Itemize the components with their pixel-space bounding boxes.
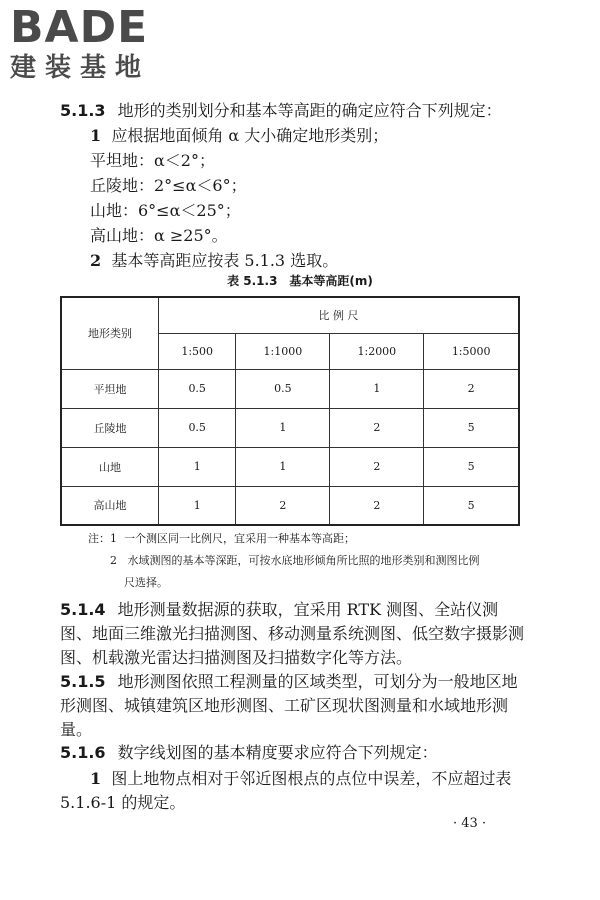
contour-interval-table: [60, 296, 520, 526]
item-text: 应根据地面倾角 α 大小确定地形类别；: [111, 126, 389, 145]
note-text: 水域测图的基本等深距，可按水底地形倾角所比照的地形类别和测图比例: [127, 554, 480, 567]
cell-value: 1: [159, 447, 236, 486]
terrain-mountain-definition: 山地：6°≤α＜25°；: [90, 201, 241, 220]
table-row: [61, 369, 519, 408]
cell-value: 5: [424, 447, 519, 486]
section-number: 5.1.5: [60, 672, 106, 691]
section-text: 地形测量数据源的获取，宜采用 RTK 测图、全站仪测图、地面三维激光扫描测图、移动测量系统测图、低空数字摄影测图、机载激光雷达扫描测图及扫描数字化等方法。: [60, 600, 525, 667]
row-terrain: 高山地: [61, 486, 159, 525]
section-heading-text: 地形的类别划分和基本等高距的确定应符合下列规定：: [117, 101, 502, 120]
item-2: [90, 250, 338, 272]
item-1: [90, 125, 388, 147]
row-terrain: 山地: [61, 447, 159, 486]
section-5-1-4: [60, 598, 530, 670]
note-number: 2: [110, 554, 117, 567]
logo-tagline: 建装基地: [10, 53, 151, 83]
terrain-flat-definition: 平坦地：α＜2°；: [90, 151, 215, 170]
table-caption: 表 5.1.3 基本等高距(m): [227, 274, 373, 288]
item-number: 1: [90, 769, 102, 788]
page-number: · 43 ·: [453, 816, 487, 831]
note-number: 1: [110, 532, 117, 545]
cell-value: 0.5: [159, 369, 236, 408]
cell-value: 1: [236, 447, 330, 486]
cell-value: 2: [424, 369, 519, 408]
header-scale-500: 1:500: [159, 333, 236, 369]
item-number: 2: [90, 251, 102, 270]
item-number: 1: [90, 126, 102, 145]
table-row: [61, 486, 519, 525]
note-label: 注：: [88, 532, 110, 545]
cell-value: 2: [330, 486, 424, 525]
item-1-continued: 5.1.6-1 的规定。: [60, 793, 186, 812]
cell-value: 1: [236, 408, 330, 447]
cell-value: 2: [330, 447, 424, 486]
section-heading-text: 数字线划图的基本精度要求应符合下列规定：: [117, 743, 438, 762]
header-terrain-type: 地形类别: [61, 297, 159, 369]
terrain-hill-definition: 丘陵地：2°≤α＜6°；: [90, 176, 247, 195]
section-number: 5.1.3: [60, 101, 106, 120]
table-row: [61, 408, 519, 447]
cell-value: 0.5: [236, 369, 330, 408]
item-1: [90, 768, 511, 790]
logo: [10, 4, 180, 84]
terrain-high-mountain-definition: 高山地：α ≥25°。: [90, 226, 228, 245]
note-1: [88, 530, 355, 548]
note-2: [110, 552, 480, 570]
table-row: [61, 447, 519, 486]
cell-value: 2: [330, 408, 424, 447]
item-text: 图上地物点相对于邻近图根点的点位中误差，不应超过表: [111, 769, 512, 788]
row-terrain: 平坦地: [61, 369, 159, 408]
table-header-row: [61, 297, 519, 333]
section-number: 5.1.6: [60, 743, 106, 762]
note-2-continued: 尺选择。: [124, 576, 168, 589]
cell-value: 5: [424, 486, 519, 525]
section-5-1-6-heading: [60, 742, 438, 764]
section-5-1-3-heading: [60, 100, 502, 122]
cell-value: 1: [330, 369, 424, 408]
cell-value: 0.5: [159, 408, 236, 447]
logo-brand: BADE: [10, 2, 149, 53]
cell-value: 1: [159, 486, 236, 525]
cell-value: 2: [236, 486, 330, 525]
section-5-1-5: [60, 670, 530, 742]
note-text: 一个测区同一比例尺，宜采用一种基本等高距；: [124, 532, 355, 545]
section-number: 5.1.4: [60, 600, 106, 619]
item-text: 基本等高距应按表 5.1.3 选取。: [111, 251, 339, 270]
header-scale-5000: 1:5000: [424, 333, 519, 369]
header-scale: 比 例 尺: [159, 297, 520, 333]
section-text: 地形测图依照工程测量的区域类型，可划分为一般地区地形测图、城镇建筑区地形测图、工矿区现状图测量和水域地形测量。: [60, 672, 518, 739]
header-scale-1000: 1:1000: [236, 333, 330, 369]
row-terrain: 丘陵地: [61, 408, 159, 447]
header-scale-2000: 1:2000: [330, 333, 424, 369]
cell-value: 5: [424, 408, 519, 447]
